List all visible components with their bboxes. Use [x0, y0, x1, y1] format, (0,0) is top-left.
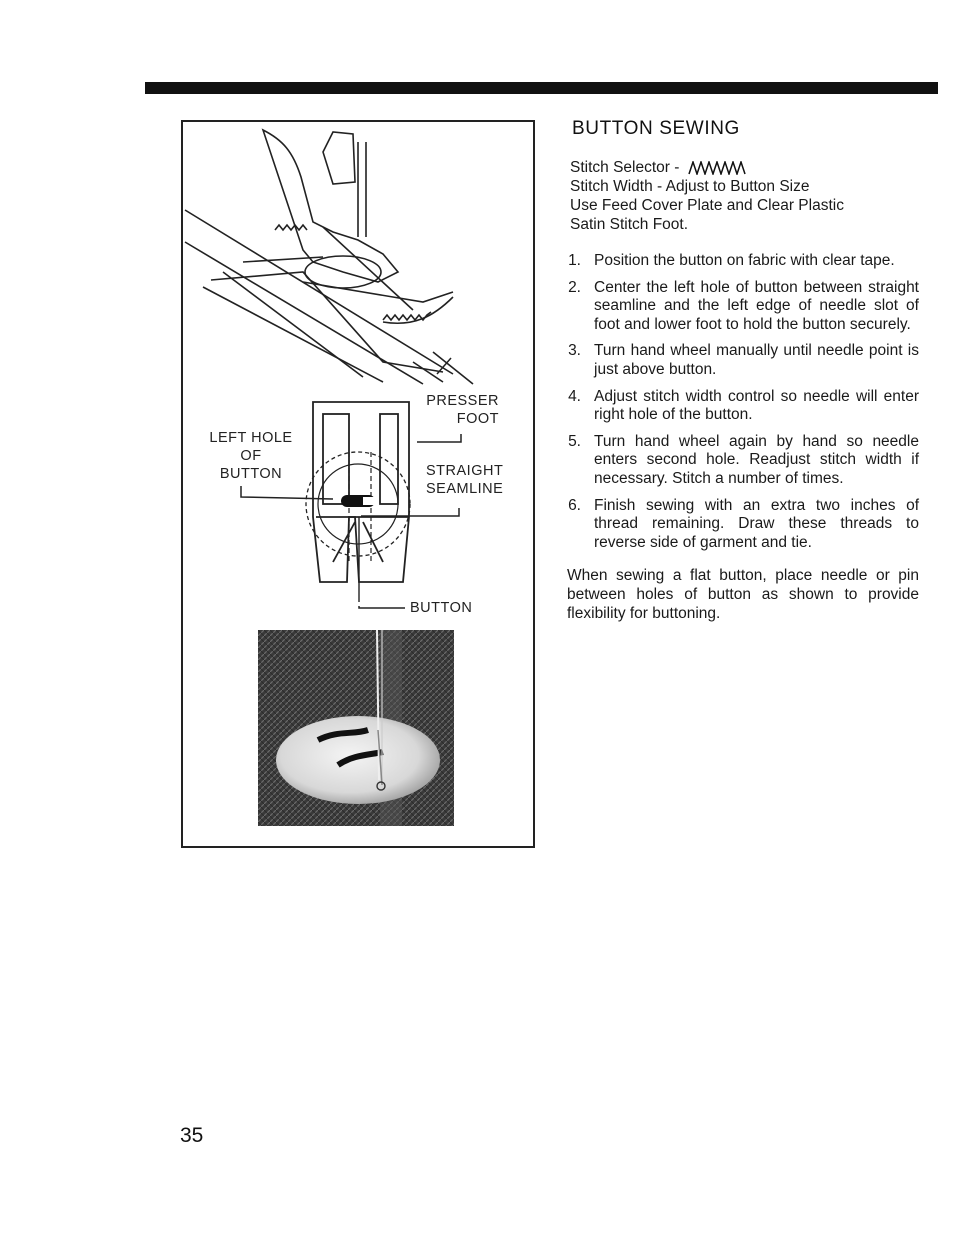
stitch-selector-line — [570, 158, 919, 177]
step-text: Adjust stitch width control so needle will enter right hole of the button. — [594, 387, 919, 424]
label-line: SEAMLINE — [426, 481, 504, 497]
label-presser-foot — [423, 392, 499, 428]
header-rule — [145, 82, 938, 94]
label-line: BUTTON — [219, 466, 283, 482]
list-item — [567, 388, 919, 425]
step-number: 1. — [568, 252, 581, 269]
machine-settings — [570, 158, 919, 234]
illustration-panel — [181, 120, 535, 848]
step-number: 4. — [568, 387, 581, 405]
label-left-hole-of-button — [201, 429, 301, 483]
stitch-selector-label: Stitch Selector - — [570, 159, 680, 176]
list-item — [567, 279, 919, 335]
step-text: Position the button on fabric with clear tape. — [594, 252, 895, 269]
label-line: PRESSER — [426, 393, 499, 409]
step-number: 2. — [568, 278, 581, 296]
label-straight-seamline — [426, 462, 503, 498]
label-line: OF — [240, 448, 262, 464]
settings-line: Use Feed Cover Plate and Clear Plastic — [570, 197, 844, 214]
step-list — [567, 252, 919, 552]
zigzag-stitch-icon — [688, 161, 746, 175]
step-number: 5. — [568, 432, 581, 450]
label-button: BUTTON — [410, 600, 473, 616]
step-text: Finish sewing with an extra two inches of thread remaining. Draw these threads to reverse side of garment and tie. — [594, 496, 919, 551]
label-line: STRAIGHT — [426, 463, 504, 479]
button-sewing-photo — [258, 630, 454, 826]
settings-line: Satin Stitch Foot. — [570, 216, 689, 233]
button-photo-image — [258, 630, 454, 826]
instructions-column — [567, 118, 919, 639]
list-item — [567, 342, 919, 379]
flat-button-note: When sewing a flat button, place needle or pin between holes of button as shown to provide flexibility for buttoning. — [567, 567, 919, 623]
step-text: Turn hand wheel manually until needle point is just above button. — [594, 342, 919, 378]
settings-line: Stitch Width - Adjust to Button Size — [570, 178, 810, 195]
label-line: LEFT HOLE — [209, 430, 293, 446]
list-item — [567, 433, 919, 489]
list-item — [567, 252, 919, 271]
step-text: Turn hand wheel again by hand so needle enters second hole. Readjust stitch width if necessary. Stitch a number of times. — [594, 432, 919, 487]
step-number: 6. — [568, 496, 581, 514]
step-number: 3. — [568, 342, 581, 360]
step-text: Center the left hole of button between straight seamline and the left edge of needle slot of foot and lower foot to hold the button securely. — [594, 278, 919, 333]
list-item — [567, 497, 919, 553]
page-title: BUTTON SEWING — [572, 118, 740, 139]
page-number: 35 — [180, 1124, 204, 1147]
label-line: FOOT — [456, 411, 499, 427]
